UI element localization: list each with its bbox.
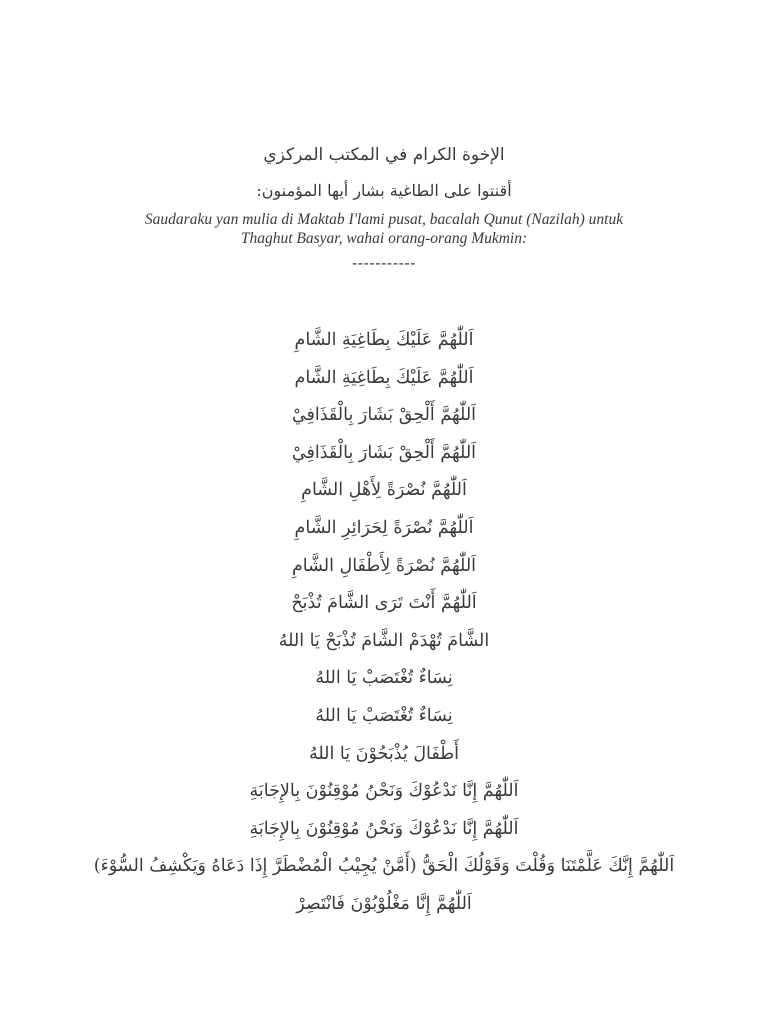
- divider-line: -----------: [351, 255, 417, 272]
- verse-line: اَللّٰهُمَّ نُصْرَةً لِأَطْفَالِ الشَّامِ: [291, 555, 477, 576]
- verse-list: [0, 322, 768, 924]
- verse-line: اَللّٰهُمَّ أَلْحِقْ بَشَارَ بِالْقَذَافِيْ: [291, 405, 477, 426]
- verse-line: اَللّٰهُمَّ إِنَّا نَدْعُوْكَ وَنَحْنُ مُوْقِنُوْنَ بِالإِجَابَةِ: [249, 818, 519, 839]
- verse-line: الشَّامَ تُهْدَمْ الشَّامَ تُذْبَحْ يَا اللهُ: [278, 630, 490, 651]
- verse-line: أَطْفَالَ يُذْبَحُوْنَ يَا اللهُ: [308, 743, 460, 764]
- verse-line: اَللّٰهُمَّ إِنَّا نَدْعُوْكَ وَنَحْنُ مُوْقِنُوْنَ بِالإِجَابَةِ: [249, 781, 519, 802]
- verse-line: اَللّٰهُمَّ أَنْتَ تَرَى الشَّامَ تُذْبَحْ: [291, 593, 477, 614]
- verse-line: اَللّٰهُمَّ إِنَّكَ عَلَّمْتَنَا وَقُلْتَ وَقَوْلُكَ الْحَقُّ (أَمَّنْ يُجِيْبُ الْمُضْطَرَّ إِذَا دَعَاهُ وَيَكْشِفُ السُّوْءَ): [93, 856, 675, 877]
- subheading-arabic: أقنتوا على الطاغية بشار أيها المؤمنون:: [256, 181, 512, 200]
- verse-line: اَللّٰهُمَّ نُصْرَةً لِأَهْلِ الشَّامِ: [301, 480, 467, 501]
- verse-line: نِسَاءٌ تُغْتَصَبْ يَا اللهُ: [315, 705, 453, 726]
- verse-line: اَللّٰهُمَّ عَلَيْكَ بِطَاغِيَةِ الشَّام: [294, 367, 474, 388]
- verse-line: اَللّٰهُمَّ أَلْحِقْ بَشَارَ بِالْقَذَافِيْ: [291, 442, 477, 463]
- heading-arabic: الإخوة الكرام في المكتب المركزي: [263, 145, 505, 165]
- verse-line: اَللّٰهُمَّ نُصْرَةً لِحَرَائِرِ الشَّامِ: [294, 517, 474, 538]
- translation-text: Saudaraku yan mulia di Maktab I'lami pusat, bacalah Qunut (Nazilah) untuk Thaghut Basyar, wahai orang-orang Mukmin:: [144, 211, 624, 247]
- verse-line: نِسَاءٌ تُغْتَصَبْ يَا اللهُ: [315, 668, 453, 689]
- verse-line: اَللّٰهُمَّ إِنَّا مَغْلُوْبُوْنَ فَانْتَصِرْ: [296, 893, 472, 914]
- verse-line: اَللّٰهُمَّ عَلَيْكَ بِطَاغِيَةِ الشَّامِ: [294, 330, 474, 350]
